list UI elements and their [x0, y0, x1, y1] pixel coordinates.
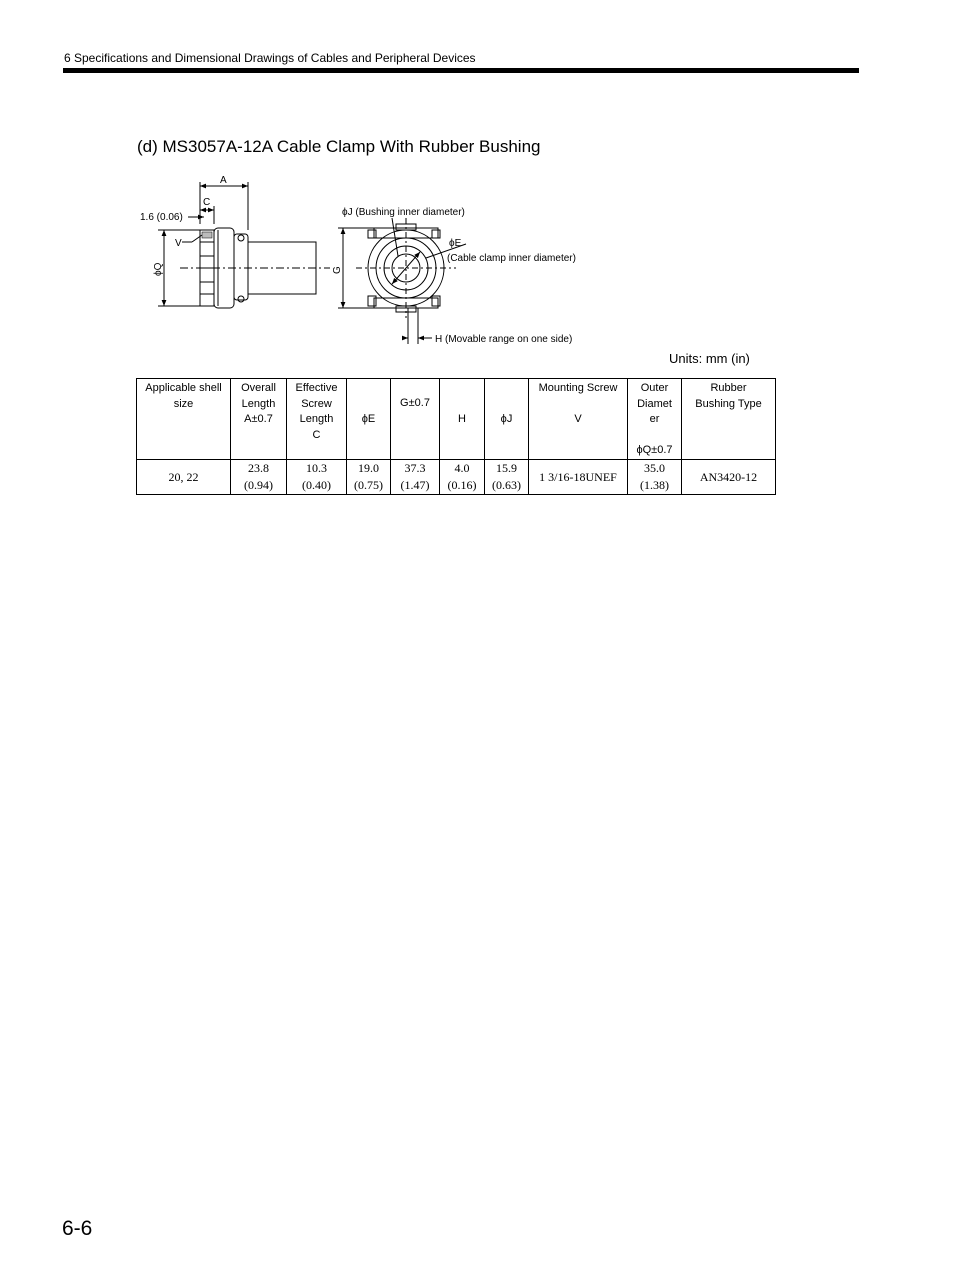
cell-j: 15.9 (0.63): [485, 460, 529, 495]
specification-table: [136, 378, 776, 495]
cell-effective-screw-length: 10.3 (0.40): [287, 460, 347, 495]
chapter-header: 6 Specifications and Dimensional Drawings of Cables and Peripheral Devices: [64, 51, 476, 65]
units-label: Units: mm (in): [669, 351, 750, 366]
header-h: H: [440, 379, 485, 460]
cell-g: 37.3 (1.47): [391, 460, 440, 495]
header-g: G±0.7: [391, 379, 440, 460]
label-v: V: [175, 238, 182, 249]
header-rule: [63, 68, 859, 73]
cell-rubber-bushing-type: AN3420-12: [682, 460, 776, 495]
label-c: C: [203, 197, 211, 208]
label-1-6: 1.6 (0.06): [140, 212, 183, 223]
header-rubber-bushing-type: Rubber Bushing Type: [682, 379, 776, 460]
section-title: (d) MS3057A-12A Cable Clamp With Rubber Bushing: [137, 137, 541, 156]
label-j: ϕJ (Bushing inner diameter): [342, 207, 465, 218]
header-j: ϕJ: [485, 379, 529, 460]
header-shell-size: Applicable shell size: [137, 379, 231, 460]
label-e-description: (Cable clamp inner diameter): [447, 253, 576, 264]
header-outer-diameter: Outer Diamet er ϕQ±0.7: [628, 379, 682, 460]
cell-overall-length: 23.8 (0.94): [231, 460, 287, 495]
label-q: ϕQ: [153, 262, 164, 276]
cable-clamp-drawing: [130, 168, 630, 353]
header-e: ϕE: [347, 379, 391, 460]
header-overall-length: Overall Length A±0.7: [231, 379, 287, 460]
table-row: [137, 460, 776, 495]
header-effective-screw-length: Effective Screw Length C: [287, 379, 347, 460]
label-a: A: [220, 175, 227, 186]
header-mounting-screw: Mounting Screw V: [529, 379, 628, 460]
cell-shell-size: 20, 22: [137, 460, 231, 495]
cell-e: 19.0 (0.75): [347, 460, 391, 495]
cell-outer-diameter: 35.0 (1.38): [628, 460, 682, 495]
label-g: G: [332, 266, 343, 274]
cell-h: 4.0 (0.16): [440, 460, 485, 495]
label-h: H (Movable range on one side): [435, 334, 573, 345]
page-number: 6-6: [62, 1217, 93, 1240]
cell-mounting-screw: 1 3/16-18UNEF: [529, 460, 628, 495]
table-header-row: [137, 379, 776, 460]
label-e: ϕE: [449, 238, 462, 249]
